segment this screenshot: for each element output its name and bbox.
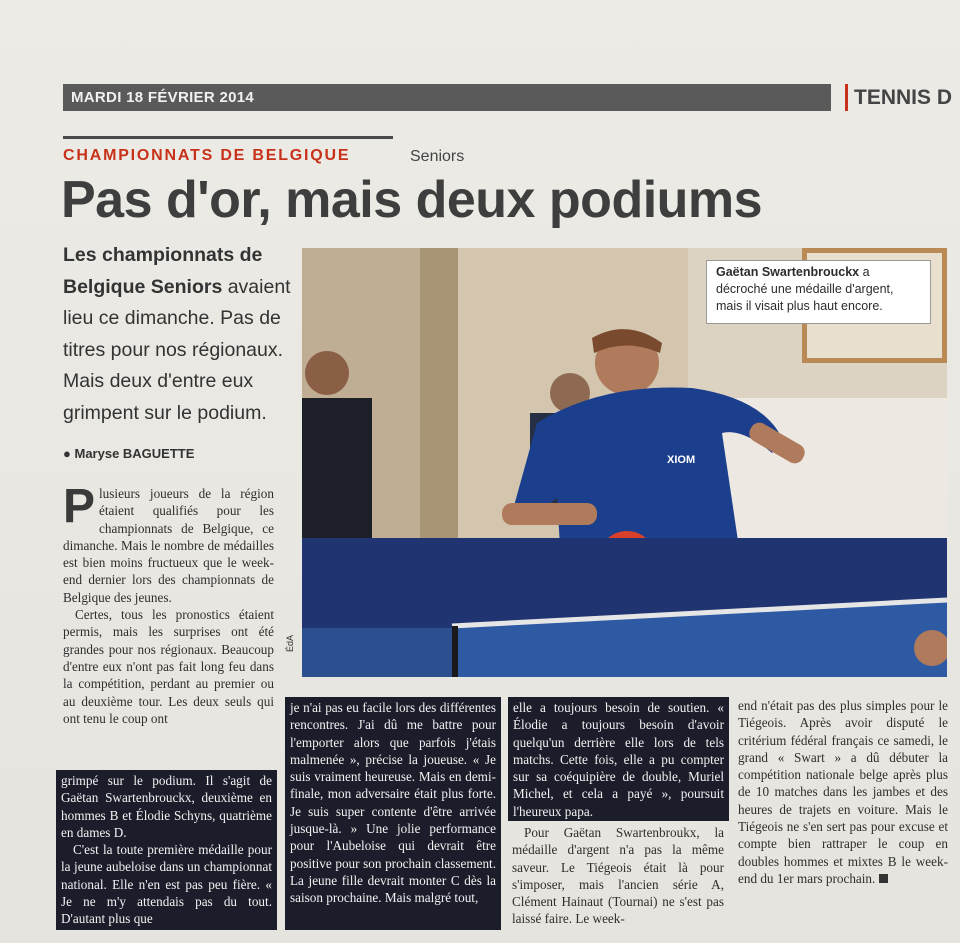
- section-tag: TENNIS D: [845, 84, 960, 111]
- article-lede: [63, 240, 295, 429]
- article-kicker-sub: Seniors: [410, 148, 465, 165]
- highlight-box-2: [285, 697, 501, 930]
- end-mark: [879, 874, 888, 883]
- highlight-paragraph: je n'ai pas eu facile lors des différentes rencontres. J'ai dû me battre pour l'emporter alors que parfois j'étais malmenée », précise la joueuse. « Je suis vraiment heureuse. Mais en demi-finale, mon adversaire était plus forte. Je suis super contente d'être arrivée jusque-là. » Une jolie performance pour l'Aubeloise qui devrait être positive pour son prochain classement. La jeune fille devrait monter C dès la saison prochaine. Mais malgré tout,: [290, 700, 496, 906]
- article-headline: Pas d'or, mais deux podiums: [61, 171, 763, 229]
- body-column-4: [738, 697, 948, 887]
- highlight-box-1: [56, 770, 277, 930]
- body-text: end n'était pas des plus simples pour le Tiégeois. Après avoir disputé le critérium fédéral français ce samedi, le grand « Swart » a dû débuter la compétition nationale belge après plus de 10 matches dans les jambes et des heures de trajets en voiture. Mais le Tiégeois ne s'en sert pas pour excuse et compte bien rattraper le coup en doubles hommes et mixtes B le week-end du 1er mars prochain.: [738, 698, 948, 886]
- highlight-paragraph: grimpé sur le podium. Il s'agit de Gaëtan Swartenbrouckx, deuxième en hommes B et Élodie Schyns, quatrième en dames D.: [61, 773, 272, 840]
- byline-bullet: ●: [63, 446, 71, 461]
- lede-rest: avaient lieu ce dimanche. Pas de titres pour nos régionaux. Mais deux d'entre eux grimpent sur le podium.: [63, 275, 291, 424]
- highlight-paragraph: C'est la toute première médaille pour la jeune aubeloise dans un championnat national. Elle n'en est pas peu fière. « Je ne m'y attendais pas du tout. D'autant plus que: [61, 842, 272, 927]
- article-kicker: CHAMPIONNATS DE BELGIQUE: [63, 147, 351, 164]
- body-paragraph: Certes, tous les pronostics étaient permis, mais les surprises ont été grandes pour nos régionaux. Beaucoup d'entre eux n'ont pas fait long feu dans la compétition, perdant au premier ou au deuxième tour. Les deux seuls qui ont tenu le coup ont: [63, 607, 274, 726]
- highlight-box-3: [508, 697, 729, 821]
- caption-bold: Gaëtan Swartenbrouckx: [716, 265, 860, 279]
- caption-rest: a décroché une médaille d'argent, mais il visait plus haut encore.: [716, 265, 894, 313]
- highlight-paragraph: elle a toujours besoin de soutien. « Élodie a toujours besoin d'avoir quelqu'un derrière elle lors de tels matchs. Cette fois, elle a pu compter sur sa coéquipière de double, Muriel Michel, et cela a payé », poursuit l'heureux papa.: [513, 700, 724, 819]
- lede-bold: Les championnats de Belgique Seniors: [63, 244, 263, 298]
- body-paragraph: lusieurs joueurs de la région étaient qualifiés pour les championnats de Belgique, ce dimanche. Mais le nombre de médailles est bien moins fructueux que le week-end dernier lors des championnats de Belgique des jeunes.: [63, 486, 274, 605]
- kicker-rule: [63, 136, 393, 139]
- photo-credit: ÉdA: [285, 634, 295, 652]
- body-paragraph: [738, 697, 948, 887]
- byline-author: Maryse BAGUETTE: [74, 446, 195, 461]
- body-column-3: [512, 824, 724, 928]
- body-column-1: [63, 480, 274, 727]
- date-bar: MARDI 18 FÉVRIER 2014: [63, 84, 831, 111]
- photo-caption: [706, 260, 931, 324]
- shirt-logo: XIOM: [667, 454, 696, 466]
- drop-cap: P: [63, 480, 96, 533]
- byline: [63, 446, 194, 461]
- body-paragraph: Pour Gaëtan Swartenbroukx, la médaille d'argent n'a pas la même saveur. Le Tiégeois était là pour s'imposer, mais l'ancien série A, Clément Hainaut (Tournai) ne s'est pas laissé faire. Le week-: [512, 825, 724, 927]
